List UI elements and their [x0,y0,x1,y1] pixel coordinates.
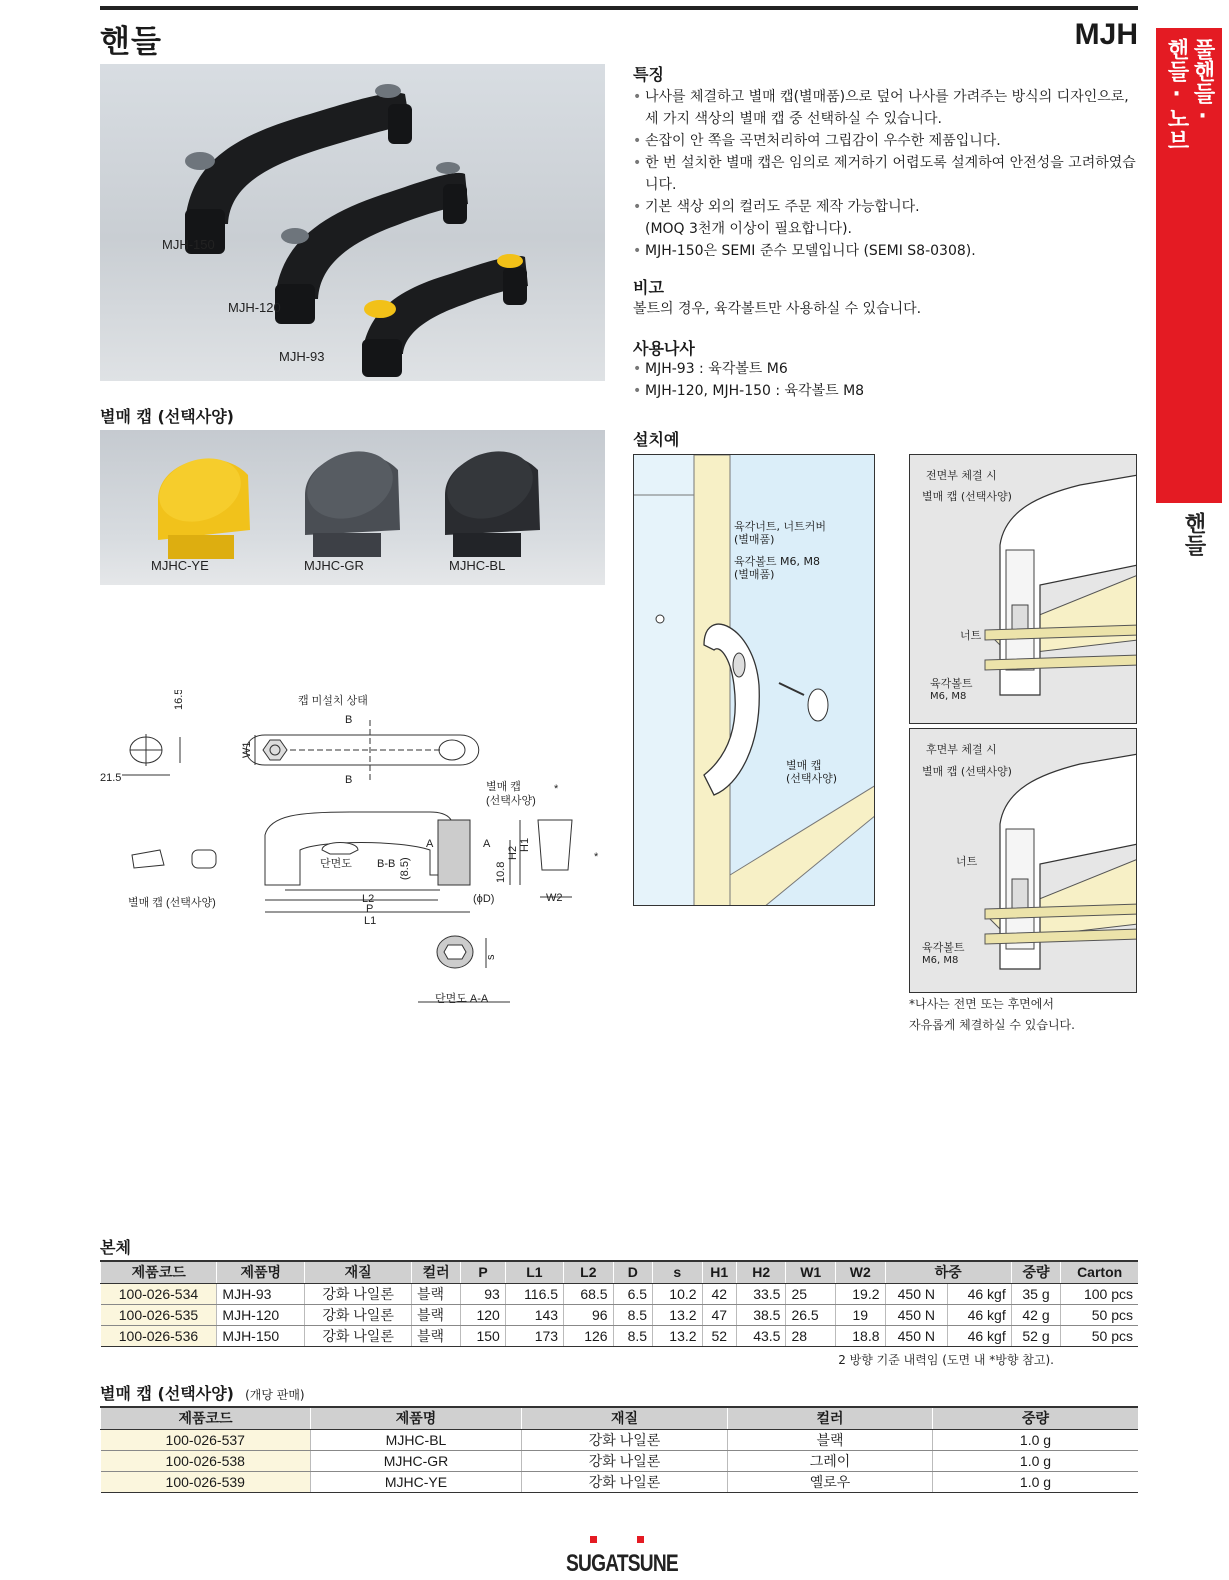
cap-table-heading-wrap [100,1381,305,1404]
main-table-note: 2 방향 기준 내력임 (도면 내 *방향 참고). [838,1353,1054,1367]
col-weight: 중량 [933,1407,1139,1429]
rear-mount-title: 후면부 체결 시 [926,743,997,756]
dim-w2: W2 [546,892,563,904]
feature-item: (MOQ 3천개 이상이 필요합니다). [645,221,852,237]
front-mount-bolt-size: M6, M8 [930,691,967,702]
col-material: 재질 [305,1261,412,1283]
cap-table-heading: 별매 캡 (선택사양) [100,1384,234,1403]
caps-heading: 별매 캡 (선택사양) [100,407,234,426]
main-table-heading: 본체 [100,1238,131,1257]
dim-s: s [485,954,497,960]
features-list [633,86,1143,262]
feature-item: • 손잡이 안 쪽을 곡면처리하여 그립감이 우수한 제품입니다. [633,130,1143,152]
rear-mount-nut: 너트 [956,855,978,868]
photo-label-mjh-150: MJH-150 [162,237,215,252]
cap-gray [298,440,403,557]
col-name: 제품명 [217,1261,305,1283]
dim-d: (ϕD) [473,893,495,905]
screws-heading: 사용나사 [633,339,695,358]
label-bolt: 육각볼트 M6, M8 (별매품) [734,555,820,581]
col-h1: H1 [702,1261,736,1283]
front-mount-detail [909,454,1137,724]
col-d: D [613,1261,652,1283]
screw-item: • MJH-93 : 육각볼트 M6 [633,358,864,380]
label-section-aa: 단면도 A-A [435,993,489,1005]
cap-yellow [150,447,250,559]
brand-logo [566,1534,676,1580]
handle-mjh-93 [362,254,528,377]
col-code: 제품코드 [101,1407,311,1429]
col-l1: L1 [505,1261,563,1283]
col-material: 재질 [522,1407,728,1429]
col-s: s [653,1261,703,1283]
table-row: 100-026-538 MJHC-GR 강화 나일론 그레이 1.0 g [101,1450,1139,1471]
col-load: 하중 [885,1261,1011,1283]
category-tab-line1: 풀핸들· [1190,38,1215,129]
col-color: 컬러 [728,1407,933,1429]
dim-w1: W1 [241,741,253,758]
dim-85: (8.5) [399,857,411,880]
cap-spec-table [100,1406,1138,1493]
label-cap: 별매 캡 (선택사양) [786,759,838,785]
main-spec-table [100,1260,1138,1347]
col-weight: 중량 [1011,1261,1061,1283]
handles-illustration [100,64,605,381]
dim-h2: H2 [507,845,519,860]
label-cap-option-sub: (선택사양) [486,795,536,807]
table-row: 100-026-537 MJHC-BL 강화 나일론 블랙 1.0 g [101,1429,1139,1450]
label-section: 단면도 [320,858,352,870]
col-name: 제품명 [311,1407,522,1429]
table-row: 100-026-535 MJH-120 강화 나일론 블랙 120 143 96 8.5 13.2 47 38.5 26.5 19 450 N 46 kgf 42 g 50 pcs [101,1304,1139,1325]
dim-h1: H1 [519,837,531,852]
label-a-right: A [483,838,491,850]
screw-item: • MJH-120, MJH-150 : 육각볼트 M8 [633,380,864,402]
photo-label-mjh-93: MJH-93 [279,349,325,364]
install-heading: 설치예 [633,430,680,449]
logo-square-right [637,1536,644,1543]
install-illustration [633,454,875,906]
label-a-left: A [426,838,434,850]
subcategory-tab[interactable]: 핸들 [1181,512,1206,556]
label-cap-drawing: 별매 캡 (선택사양) [128,897,216,909]
cap-table-sub: (개당 판매) [245,1388,305,1402]
label-bb: B-B [377,858,396,870]
star-side: * [594,851,599,863]
table-row: 100-026-539 MJHC-YE 강화 나일론 옐로우 1.0 g [101,1471,1139,1492]
col-p: P [461,1261,505,1283]
front-mount-bolt: 육각볼트 [930,677,973,690]
feature-item: • 나사를 체결하고 별매 캡(별매품)으로 덮어 나사를 가려주는 방식의 디자인으로, 세 가지 색상의 별매 캡 중 선택하실 수 있습니다. [633,86,1143,130]
col-code: 제품코드 [101,1261,217,1283]
cap-black [438,440,543,557]
photo-label-mjh-120: MJH-120 [228,300,281,315]
note-heading: 비고 [633,278,664,297]
label-cap-option: 별매 캡 [486,781,521,793]
dim-cap-height: 16.5 [173,690,185,710]
header-rule [100,6,1138,10]
front-mount-cap: 별매 캡 (선택사양) [922,490,1012,503]
star-top: * [554,783,559,795]
feature-item: • 한 번 설치한 별매 캡은 임의로 제거하기 어렵도록 설계하여 안전성을 고려하였습니다. [633,152,1143,196]
feature-item: • 기본 색상 외의 컬러도 주문 제작 가능합니다. [633,196,1143,218]
logo-square-left [590,1536,597,1543]
rear-mount-bolt: 육각볼트 [922,941,965,954]
col-color: 컬러 [412,1261,461,1283]
rear-mount-bolt-size: M6, M8 [922,955,959,966]
features-heading: 특징 [633,65,664,84]
dim-cap-width: 21.5 [100,772,122,784]
caps-photo [100,430,605,585]
dim-108: 10.8 [495,861,507,883]
install-footnote: *나사는 전면 또는 후면에서 자유롭게 체결하실 수 있습니다. [909,997,1075,1032]
note-text: 볼트의 경우, 육각볼트만 사용하실 수 있습니다. [633,301,922,317]
rear-mount-detail [909,728,1137,993]
product-photo [100,64,605,381]
drawing-svg [100,690,620,1020]
dim-l1: L1 [364,915,377,927]
col-w2: W2 [835,1261,885,1283]
page-title: 핸들 [100,24,162,60]
col-h2: H2 [736,1261,786,1283]
cap-label-bl: MJHC-BL [449,558,506,573]
logo-text: SUGATSUNE [566,1550,678,1577]
model-code: MJH [1074,18,1138,51]
technical-drawing [100,690,620,1020]
cap-label-gr: MJHC-GR [304,558,364,573]
label-b-top: B [345,714,353,726]
category-tab[interactable] [1156,28,1222,503]
dim-l2: L2 [362,893,375,905]
table-row: 100-026-534 MJH-93 강화 나일론 블랙 93 116.5 68.5 6.5 10.2 42 33.5 25 19.2 450 N 46 kgf 35 g 100 pcs [101,1283,1139,1304]
col-l2: L2 [564,1261,614,1283]
feature-item: • MJH-150은 SEMI 준수 모델입니다 (SEMI S8-0308). [633,240,1143,262]
cap-label-ye: MJHC-YE [151,558,209,573]
label-b-bottom: B [345,774,353,786]
label-no-cap: 캡 미설치 상태 [298,695,368,707]
dim-p: P [366,903,374,915]
front-mount-nut: 너트 [960,629,982,642]
col-carton: Carton [1061,1261,1138,1283]
rear-mount-cap: 별매 캡 (선택사양) [922,765,1012,778]
category-tab-line2: 핸들·노브 [1164,38,1189,151]
col-w1: W1 [786,1261,836,1283]
screws-list [633,358,864,402]
front-mount-title: 전면부 체결 시 [926,469,997,482]
label-nut: 육각너트, 너트커버 (별매품) [734,520,827,546]
table-row: 100-026-536 MJH-150 강화 나일론 블랙 150 173 126 8.5 13.2 52 43.5 28 18.8 450 N 46 kgf 52 g 50 pcs [101,1325,1139,1346]
